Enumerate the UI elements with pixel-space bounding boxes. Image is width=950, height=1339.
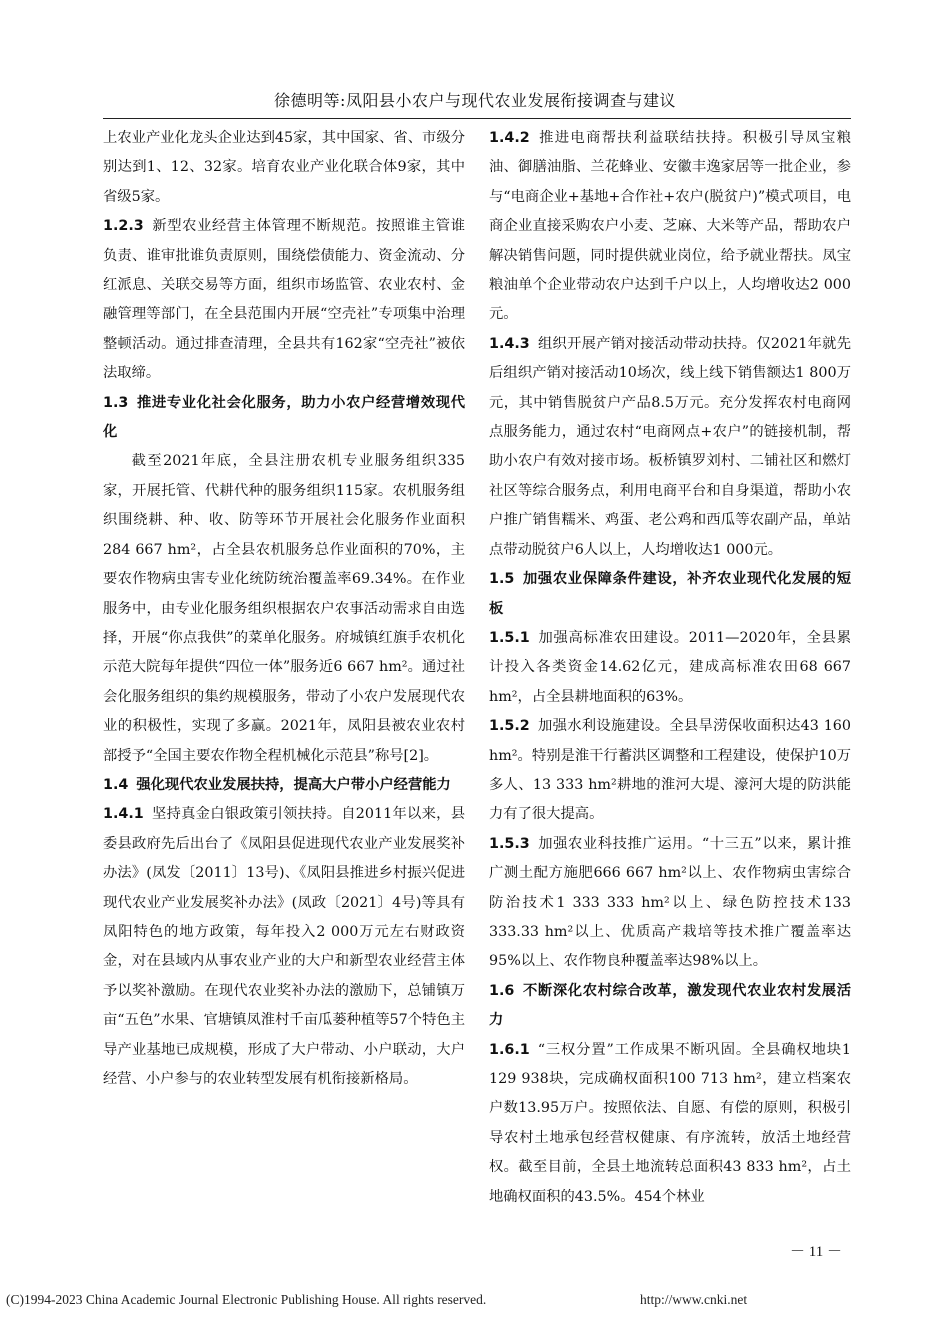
subsection-number: 1.5.3 [489, 835, 530, 852]
subsection [489, 712, 851, 830]
left-column [103, 124, 465, 1094]
section-heading [103, 771, 465, 800]
subsection-number: 1.4.2 [489, 130, 530, 146]
subsection-text: 新型农业经营主体管理不断规范。按照谁主管谁负责、谁审批谁负责原则，围绕偿债能力、资金流动、分红派息、关联交易等方面，组织市场监管、农业农村、金融管理等部门，在全县范围内开展“空壳社”专项集中治理整顿活动。通过排查清理，全县共有162家“空壳社”被依法取缔。 [103, 218, 465, 382]
section-title: 不断深化农村综合改革，激发现代农业农村发展活力 [489, 982, 851, 1029]
subsection-number: 1.4.3 [489, 335, 530, 352]
section-heading [489, 977, 851, 1036]
subsection-text: 加强高标准农田建设。2011—2020年，全县累计投入各类资金14.62亿元，建成高标准农田68 667 hm²，占全县耕地面积的63%。 [489, 629, 851, 705]
subsection-number: 1.5.2 [489, 718, 530, 735]
subsection-text: “三权分置”工作成果不断巩固。全县确权地块1 129 938块，完成确权面积100 713 hm²，建立档案农户数13.95万户。按照依法、自愿、有偿的原则，积极引导农村土地承包经营权健康、有序流转，放活土地经营权。截至目前，全县土地流转总面积43 833 hm²，占土地确权面积的43.5%。454个林业 [489, 1041, 851, 1205]
footer-url[interactable]: http://www.cnki.net [640, 1292, 748, 1307]
subsection-number: 1.2.3 [103, 218, 144, 235]
footer-copyright: (C)1994-2023 China Academic Journal Electronic Publishing House. All rights reserved. [6, 1292, 487, 1307]
subsection-text: 加强农业科技推广运用。“十三五”以来，累计推广测土配方施肥666 667 hm²以上、农作物病虫害综合防治技术1 333 333 hm²以上、绿色防控技术133 333.33 hm²以上、优质高产栽培等技术推广覆盖率达95%以上、农作物良种覆盖率达98%以上。 [489, 835, 851, 970]
section-heading [489, 565, 851, 624]
subsection-number: 1.6.1 [489, 1041, 530, 1058]
paragraph: 截至2021年底，全县注册农机专业服务组织335家，开展托管、代耕代种的服务组织115家。农机服务组织围绕耕、种、收、防等环节开展社会化服务作业面积284 667 hm²，占全县农机服务总作业面积的70%，主要农作物病虫害专业化统防统治覆盖率69.34%。在作业服务中，由专业化服务组织根据农户农事活动需求自由选择，开展“你点我供”的菜单化服务。府城镇红旗手农机化示范大院每年提供“四位一体”服务近6 667 hm²。通过社会化服务组织的集约规模服务，带动了小农户发展现代农业的积极性，实现了多赢。2021年，凤阳县被农业农村部授予“全国主要农作物全程机械化示范县”称号[2]。 [103, 453, 465, 764]
section-number: 1.5 [489, 571, 515, 588]
subsection-text: 加强水利设施建设。全县旱涝保收面积达43 160 hm²。特别是淮干行蓄洪区调整和工程建设，使保护10万多人、13 333 hm²耕地的淮河大堤、濠河大堤的防洪能力有了很大提高。 [489, 718, 851, 823]
subsection [489, 124, 851, 330]
section-number: 1.4 [103, 776, 129, 793]
section-number: 1.3 [103, 394, 129, 411]
section-title: 加强农业保障条件建设，补齐农业现代化发展的短板 [489, 571, 851, 617]
page-number: － 11 － [790, 1244, 842, 1260]
header-rule [103, 118, 851, 119]
right-column [489, 124, 851, 1212]
subsection [489, 330, 851, 565]
subsection [489, 830, 851, 977]
subsection [489, 1036, 851, 1212]
subsection-text: 坚持真金白银政策引领扶持。自2011年以来，县委县政府先后出台了《凤阳县促进现代农业产业发展奖补办法》(凤发〔2011〕13号)、《凤阳县推进乡村振兴促进现代农业产业发展奖补办法》(凤政〔2021〕4号)等具有凤阳特色的地方政策，每年投入2 000万元左右财政资金，对在县域内从事农业产业的大户和新型农业经营主体予以奖补激励。在现代农业奖补办法的激励下，总铺镇万亩“五色”水果、官塘镇凤淮村千亩瓜蒌种植等57个特色主导产业基地已成规模，形成了大户带动、小户联动，大户经营、小户参与的农业转型发展有机衔接新格局。 [103, 806, 465, 1087]
paragraph: 上农业产业化龙头企业达到45家，其中国家、省、市级分别达到1、12、32家。培育农业产业化联合体9家，其中省级5家。 [103, 130, 465, 205]
section-heading [103, 389, 465, 448]
subsection [103, 800, 465, 1094]
section-title: 推进专业化社会化服务，助力小农户经营增效现代化 [103, 394, 465, 441]
subsection [489, 624, 851, 712]
subsection-number: 1.4.1 [103, 806, 144, 823]
subsection-number: 1.5.1 [489, 629, 530, 646]
subsection-text: 组织开展产销对接活动带动扶持。仅2021年就先后组织产销对接活动10场次，线上线下销售额达1 800万元，其中销售脱贫户产品8.5万元。充分发挥农村电商网点服务能力，通过农村“电商网点+农户”的链接机制，帮助小农户有效对接市场。板桥镇罗刘村、二铺社区和燃灯社区等综合服务点，利用电商平台和自身渠道，帮助小农户推广销售糯米、鸡蛋、老公鸡和西瓜等农副产品，单站点带动脱贫户6人以上，人均增收达1 000元。 [489, 335, 851, 558]
running-header: 徐德明等:凤阳县小农户与现代农业发展衔接调查与建议 [274, 91, 676, 110]
subsection [103, 212, 465, 388]
subsection-text: 推进电商帮扶利益联结扶持。积极引导凤宝粮油、御膳油脂、兰花蜂业、安徽丰逸家居等一批企业，参与“电商企业+基地+合作社+农户(脱贫户)”模式项目，电商企业直接采购农户小麦、芝麻、大米等产品，帮助农户解决销售问题，同时提供就业岗位，给予就业帮扶。凤宝粮油单个企业带动农户达到千户以上，人均增收达2 000元。 [489, 130, 851, 323]
section-number: 1.6 [489, 982, 515, 999]
section-title: 强化现代农业发展扶持，提高大户带小户经营能力 [136, 776, 451, 793]
